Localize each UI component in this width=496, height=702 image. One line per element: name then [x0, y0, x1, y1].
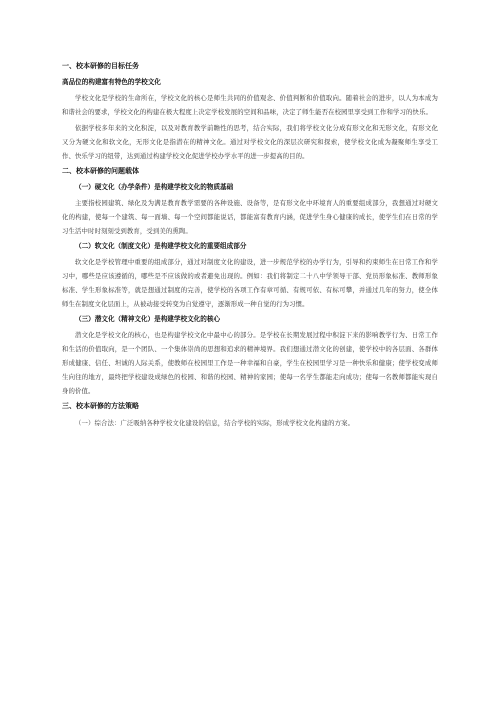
section-2-heading: 二、校本研修的问题载体 — [62, 167, 139, 175]
section-2-sub-2-heading: （二）软文化（制度文化）是构建学校文化的重要组成部分 — [75, 242, 247, 250]
section-2-sub-1-paragraph: 主要指校园建筑、绿化及为满足教育教学需要的各种设施、设备等，是有形文化中环境育人的重要组成部分，我想通过对硬文化的构建，使每一个建筑、每一面墙、每一个空间都能说话，都能富有教育内涵，促进学生身心健康的成长，使学生们在日常的学习生活中时时刻刻受到教育，受到美的熏陶。 — [62, 199, 438, 235]
section-1-heading: 一、校本研修的目标任务 — [62, 62, 139, 70]
section-3-item-1: （一）综合法：广泛吸纳各种学校文化建设的信息，结合学校的实际，形成学校文化构建的方案。 — [75, 419, 355, 427]
section-2-sub-3-heading: （三）潜文化（精神文化）是构建学校文化的核心 — [75, 315, 221, 323]
section-3-heading: 三、校本研修的方法策略 — [62, 402, 139, 410]
section-1-paragraph-1: 学校文化是学校的生命所在，学校文化的核心是师生共同的价值观念、价值判断和价值取向。随着社会的进步，以人为本成为和谐社会的要求，学校文化的构建在极大程度上决定学校发展的空间和品味，决定了师生能否在校园里享受到工作和学习的快乐。 — [62, 94, 438, 116]
section-1-subheading: 高品位的构建富有特色的学校文化 — [62, 78, 161, 86]
section-2-sub-3-paragraph: 潜文化是学校文化的核心，也是构建学校文化中最中心的部分。是学校在长期发展过程中积淀下来的影响教学行为、日常工作和生活的价值取向，是一个团队、一个集体崇尚的思想和追求的精神境界。我们想通过潜文化的创建，使学校中的各层面、各群体形成健康、信任、坦诚的人际关系，使教师在校园里工作是一种幸福和自豪，学生在校园里学习是一种快乐和健康；使学校变成师生向往的地方，最终把学校建设成绿色的校园、和谐的校园、精神的家园；使每一名学生都能走向成功；使每一名教师都能实现自身的价值。 — [62, 331, 438, 395]
section-2-sub-2-paragraph: 软文化是学校管理中重要的组成部分，通过对制度文化的建设，进一步规范学校的办学行为，引导和约束师生在日常工作和学习中，哪些是应该遵循的，哪些是不应该做的或者避免出现的。例如：我们将制定二十八中学领导干部、党员形象标准、教师形象标准、学生形象标准等，就是想通过制度的完善，使学校的各项工作有章可循、有规可依、有标可攀，并通过几年的努力，使全体师生在制度文化层面上，从被动接受转变为自觉遵守，逐渐形成一种自觉的行为习惯。 — [62, 258, 438, 308]
section-2-sub-1-heading: （一）硬文化（办学条件）是构建学校文化的物质基础 — [75, 183, 234, 191]
section-1-paragraph-2: 依据学校多年来的文化积淀，以及对教育教学前瞻性的思考，结合实际，我们将学校文化分成有形文化和无形文化，有形文化又分为硬文化和软文化，无形文化是指潜在的精神文化。通过对学校文化的深层次研究和探索，使学校文化成为凝聚师生享受工作、快乐学习的纽带，达到通过构建学校文化促进学校办学水平的进一步提高的目的。 — [62, 124, 438, 160]
